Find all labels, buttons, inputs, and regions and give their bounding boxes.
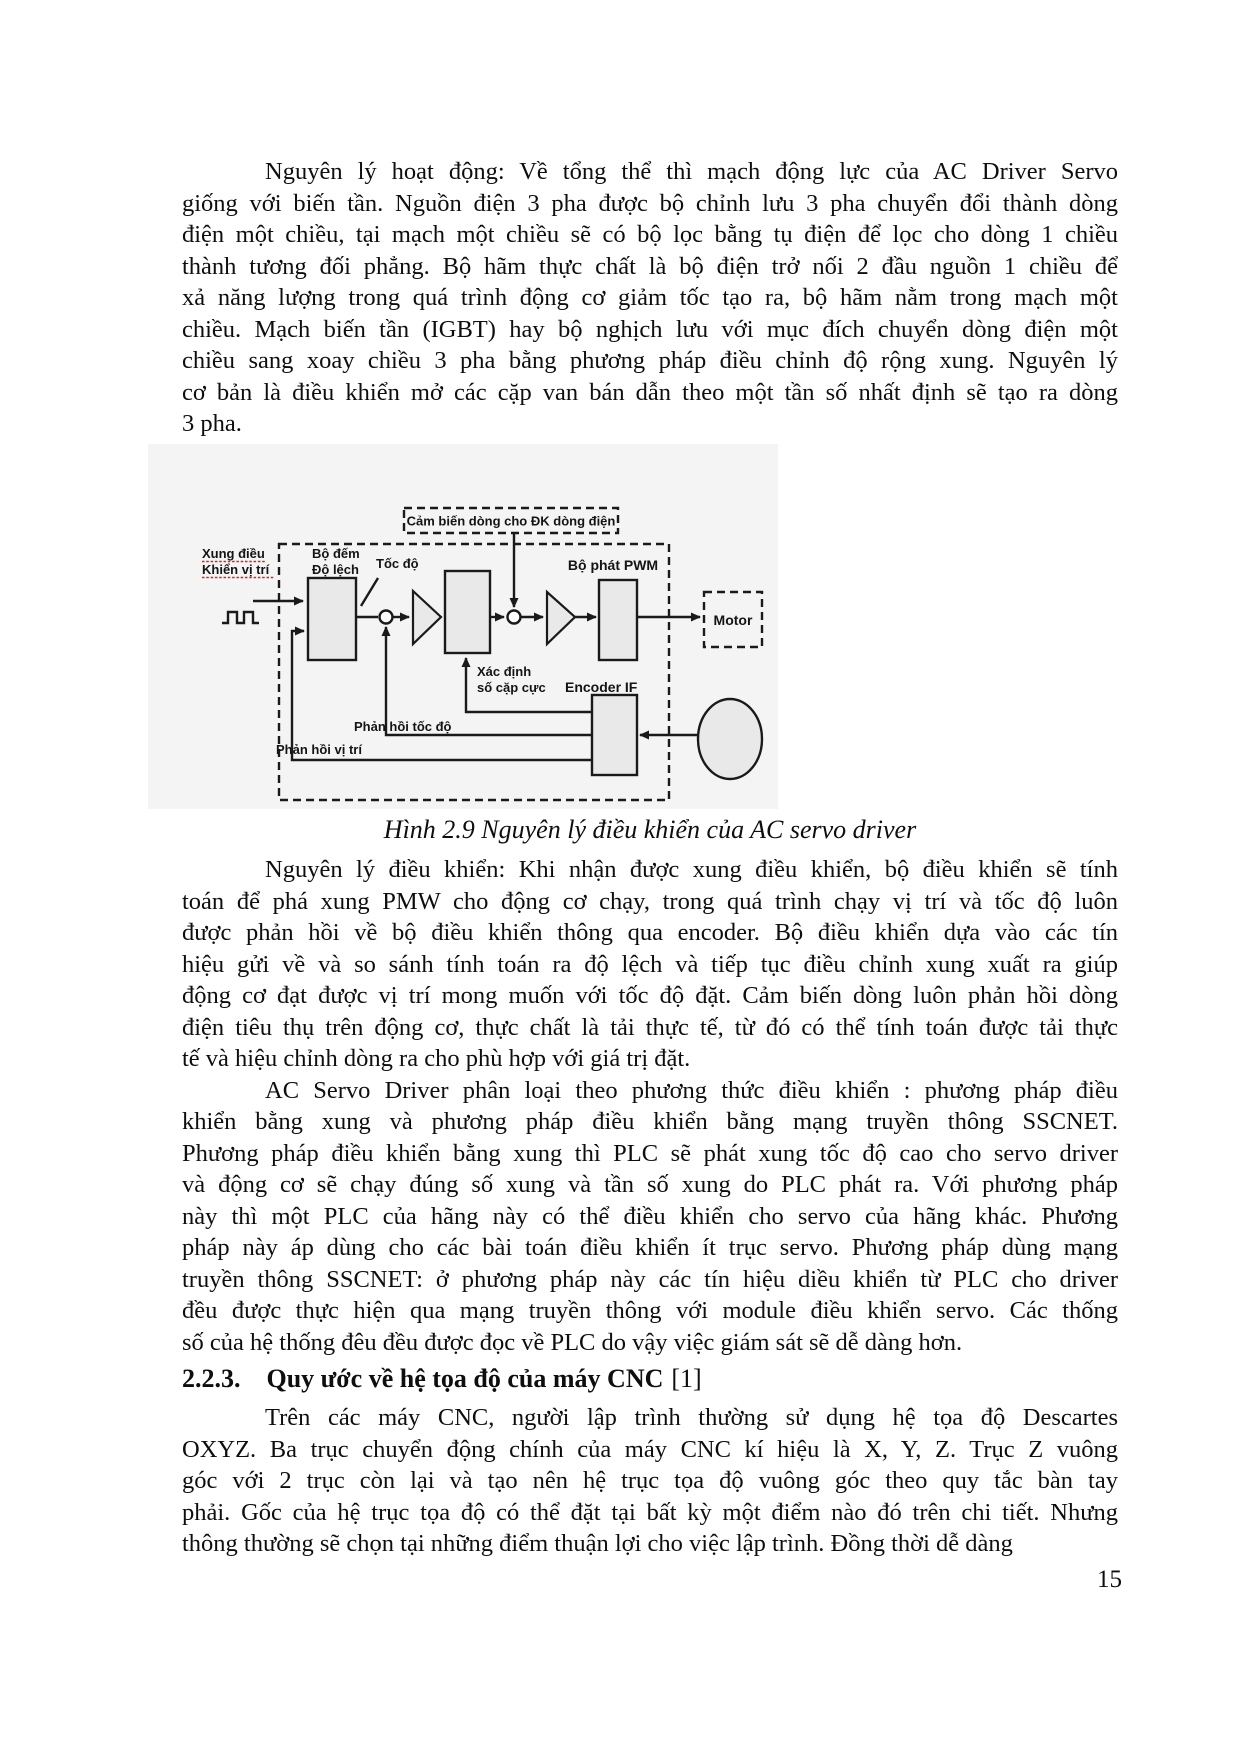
- figure-caption: Hình 2.9 Nguyên lý điều khiển của AC servo driver: [383, 814, 917, 844]
- text-line: phải. Gốc của hệ trục tọa độ có thể đặt tại bất kỳ một điểm nào đó trên chi tiết. Nhưng: [182, 1498, 1118, 1526]
- speed-pointer-line: [361, 578, 378, 606]
- speed-controller-block: [445, 571, 490, 653]
- paragraph-control-principle: [182, 854, 1118, 1075]
- motor-label: Motor: [713, 611, 753, 628]
- current-sensor-label: Cảm biến dòng cho ĐK dòng điện: [406, 513, 616, 528]
- text-line: Nguyên lý hoạt động: Về tổng thể thì mạch động lực của AC Driver Servo: [265, 158, 1118, 185]
- text-line: pháp này áp dùng cho các bài toán điều khiển ít trục servo. Phương pháp dùng mạng: [182, 1234, 1118, 1261]
- text-line: khiển bằng xung và phương pháp điều khiển bằng mạng truyền thông SSCNET.: [182, 1108, 1118, 1135]
- text-line: giống với biến tần. Nguồn điện 3 pha được bộ chỉnh lưu 3 pha chuyển đổi thành dòng: [182, 189, 1118, 217]
- text-line: và động cơ sẽ chạy đúng số xung và tần số xung do PLC phát ra. Với phương pháp: [182, 1171, 1118, 1198]
- summing-junction: [380, 610, 393, 623]
- text-line: đều được thực hiện qua mạng truyền thông với module điều khiển servo. Các thống: [182, 1297, 1118, 1324]
- deviation-counter-label-line1: Bộ đếm: [312, 545, 360, 561]
- text-line: 3 pha.: [182, 410, 242, 437]
- deviation-counter-label-line2: Độ lệch: [312, 561, 359, 577]
- text-line: động cơ đạt được vị trí mong muốn với tốc độ đặt. Cảm biến dòng luôn phản hồi dòng: [182, 982, 1118, 1009]
- deviation-counter-block: [308, 578, 356, 660]
- text-line: được phản hồi về bộ điều khiển thông qua encoder. Bộ điều khiển dựa vào các tín: [182, 919, 1118, 946]
- text-line: Phương pháp điều khiển bằng xung thì PLC sẽ phát xung tốc độ cao cho servo driver: [182, 1139, 1118, 1167]
- servo-driver-block-diagram: [148, 504, 778, 804]
- pwm-generator-block: [599, 580, 637, 660]
- heading-reference: [1]: [671, 1364, 702, 1393]
- pwm-generator-label: Bộ phát PWM: [567, 556, 659, 573]
- speed-label: Tốc độ: [376, 555, 419, 571]
- text-line: này thì một PLC của hãng này có thể điều khiển cho servo của hãng khác. Phương: [182, 1202, 1118, 1230]
- text-line: góc với 2 trục còn lại và tạo nên hệ trục tọa độ vuông góc theo quy tắc bàn tay: [182, 1467, 1118, 1494]
- heading-title: Quy ước về hệ tọa độ của máy CNC: [266, 1364, 664, 1393]
- amplifier-triangle: [413, 591, 441, 644]
- pole-pairs-label-line2: số cặp cực: [477, 679, 546, 695]
- text-line: OXYZ. Ba trục chuyển động chính của máy CNC kí hiệu là X, Y, Z. Trục Z vuông: [182, 1435, 1118, 1463]
- figure-2-9: [148, 444, 778, 809]
- position-feedback-label: Phản hồi vị trí: [276, 741, 362, 757]
- section-heading: [182, 1360, 1118, 1398]
- text-line: chiều. Mạch biến tần (IGBT) hay bộ nghịch lưu với mục đích chuyển dòng điện một: [182, 315, 1118, 343]
- text-line: chiều sang xoay chiều 3 pha bằng phương pháp điều chỉnh độ rộng xung. Nguyên lý: [182, 347, 1118, 374]
- speed-feedback-label: Phản hồi tốc độ: [354, 718, 452, 734]
- text-line: tế và hiệu chỉnh dòng ra cho phù hợp với giá trị đặt.: [182, 1045, 691, 1072]
- text-line: hiệu gửi về và so sánh tính toán ra độ lệch và tiếp tục điều chỉnh xung xuất ra giúp: [182, 950, 1118, 978]
- paragraph-control-methods: [182, 1075, 1118, 1359]
- text-line: toán để phá xung PMW cho động cơ chạy, trong quá trình chạy vị trí và tốc độ luôn: [182, 887, 1118, 915]
- summing-junction: [508, 610, 521, 623]
- text-line: Trên các máy CNC, người lập trình thường sử dụng hệ tọa độ Descartes: [265, 1404, 1118, 1431]
- text-line: truyền thông SSCNET: ở phương pháp này các tín hiệu diều khiển từ PLC cho driver: [182, 1265, 1118, 1293]
- pole-pairs-label-line1: Xác định: [477, 663, 532, 679]
- input-pulse-label-line1: Xung điều: [202, 545, 265, 561]
- paragraph-operating-principle: [182, 156, 1118, 440]
- text-line: điện tiêu thụ trên động cơ, thực chất là tải thực tế, từ đó có thể tính toán được tải thực: [182, 1013, 1118, 1041]
- page-number: 15: [1097, 1566, 1122, 1593]
- text-line: xả năng lượng trong quá trình động cơ giảm tốc tạo ra, bộ hãm nằm trong mạch một: [182, 284, 1118, 311]
- text-line: cơ bản là điều khiển mở các cặp van bán dẫn theo một tần số nhất định sẽ tạo ra dòng: [182, 378, 1118, 406]
- text-line: AC Servo Driver phân loại theo phương thức điều khiển : phương pháp điều: [265, 1076, 1118, 1104]
- text-line: thông thường sẽ chọn tại những điểm thuận lợi cho việc lập trình. Đồng thời dễ dàng: [182, 1530, 1013, 1557]
- encoder-if-label: Encoder IF: [565, 678, 638, 695]
- encoder-if-block: [592, 695, 637, 775]
- pulse-waveform-icon: [222, 612, 259, 623]
- amplifier-triangle: [547, 592, 575, 644]
- text-line: số của hệ thống đêu đều được đọc về PLC do vậy việc giám sát sẽ dễ dàng hơn.: [182, 1328, 963, 1356]
- text-line: Nguyên lý điều khiển: Khi nhận được xung điều khiển, bộ điều khiển sẽ tính: [265, 856, 1118, 883]
- text-line: thành tương đối phẳng. Bộ hãm thực chất là bộ điện trở nối 2 đầu nguồn 1 chiều để: [182, 252, 1118, 280]
- encoder-shape: [698, 699, 762, 779]
- paragraph-cnc-coordinates: [182, 1402, 1118, 1560]
- text-line: điện một chiều, tại mạch một chiều sẽ có bộ lọc bằng tụ điện để lọc cho dòng 1 chiều: [182, 221, 1118, 248]
- heading-number: 2.2.3.: [182, 1364, 241, 1393]
- input-pulse-label-line2: Khiển vị trí: [202, 561, 270, 577]
